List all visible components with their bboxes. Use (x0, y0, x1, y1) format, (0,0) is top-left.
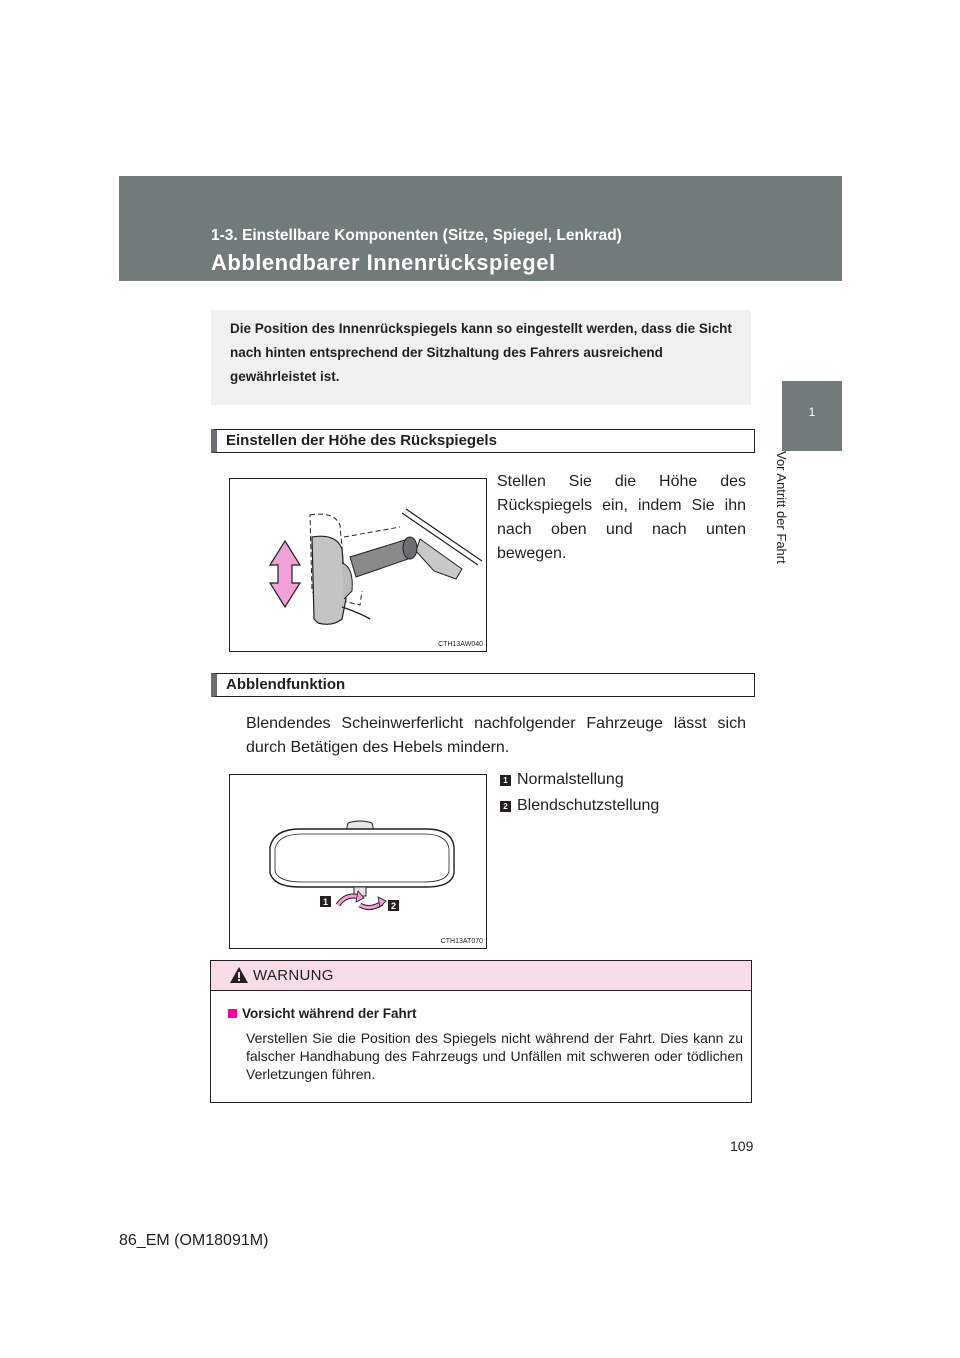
callout-1-label: 1 (322, 897, 329, 907)
legend-label: Blendschutzstellung (517, 797, 660, 814)
section-label: 1-3. Einstellbare Komponenten (Sitze, Spiegel, Lenkrad) (211, 227, 622, 244)
legend-item (500, 797, 659, 815)
mirror-dimming-figure (229, 774, 487, 949)
warning-triangle-icon (229, 966, 249, 984)
legend-number: 2 (500, 801, 511, 812)
page-title: Abblendbarer Innenrückspiegel (211, 250, 556, 275)
warning-title: WARNUNG (253, 967, 334, 984)
mirror-dimming-illustration (230, 775, 486, 948)
section-heading-dimming (211, 673, 755, 697)
side-tab-text: Vor Antritt der Fahrt (774, 451, 789, 564)
mirror-height-figure (229, 478, 487, 652)
legend-number: 1 (500, 775, 511, 786)
figure-code: CTH13AT070 (440, 938, 483, 945)
mirror-height-illustration (230, 479, 486, 651)
intro-text: Die Position des Innenrückspiegels kann so eingestellt werden, dass die Sicht nach hinten entsprechend der Sitzhaltung des Fahrers ausreichend gewährleistet ist. (230, 321, 732, 384)
warning-text: Verstellen Sie die Position des Spiegels nicht während der Fahrt. Dies kann zu falscher Handhabung des Fahrzeugs und Unfällen mit schweren oder tödlichen Verletzungen führen. (246, 1030, 743, 1082)
section-text: Stellen Sie die Höhe des Rückspiegels ein, indem Sie ihn nach oben und nach unten bewegen. (497, 473, 746, 562)
warning-subtitle (228, 1006, 417, 1021)
figure-code: CTH13AW040 (438, 641, 483, 648)
side-tab-label (767, 451, 827, 586)
section-heading-text: Einstellen der Höhe des Rückspiegels (226, 432, 497, 449)
page-number: 109 (730, 1138, 754, 1154)
up-down-arrow-icon (270, 541, 300, 607)
warning-subtitle-text: Vorsicht während der Fahrt (242, 1006, 417, 1021)
section-text: Blendendes Scheinwerferlicht nachfolgender Fahrzeuge lässt sich durch Betätigen des Hebels mindern. (246, 715, 746, 756)
section-heading-height (211, 429, 755, 453)
legend-label: Normalstellung (517, 771, 624, 788)
callout-2-label: 2 (390, 901, 397, 911)
section-heading-text: Abblendfunktion (226, 676, 346, 693)
document-code: 86_EM (OM18091M) (119, 1232, 269, 1249)
side-tab-number: 1 (808, 405, 816, 419)
legend-item (500, 771, 624, 789)
bullet-square-icon (228, 1009, 237, 1018)
